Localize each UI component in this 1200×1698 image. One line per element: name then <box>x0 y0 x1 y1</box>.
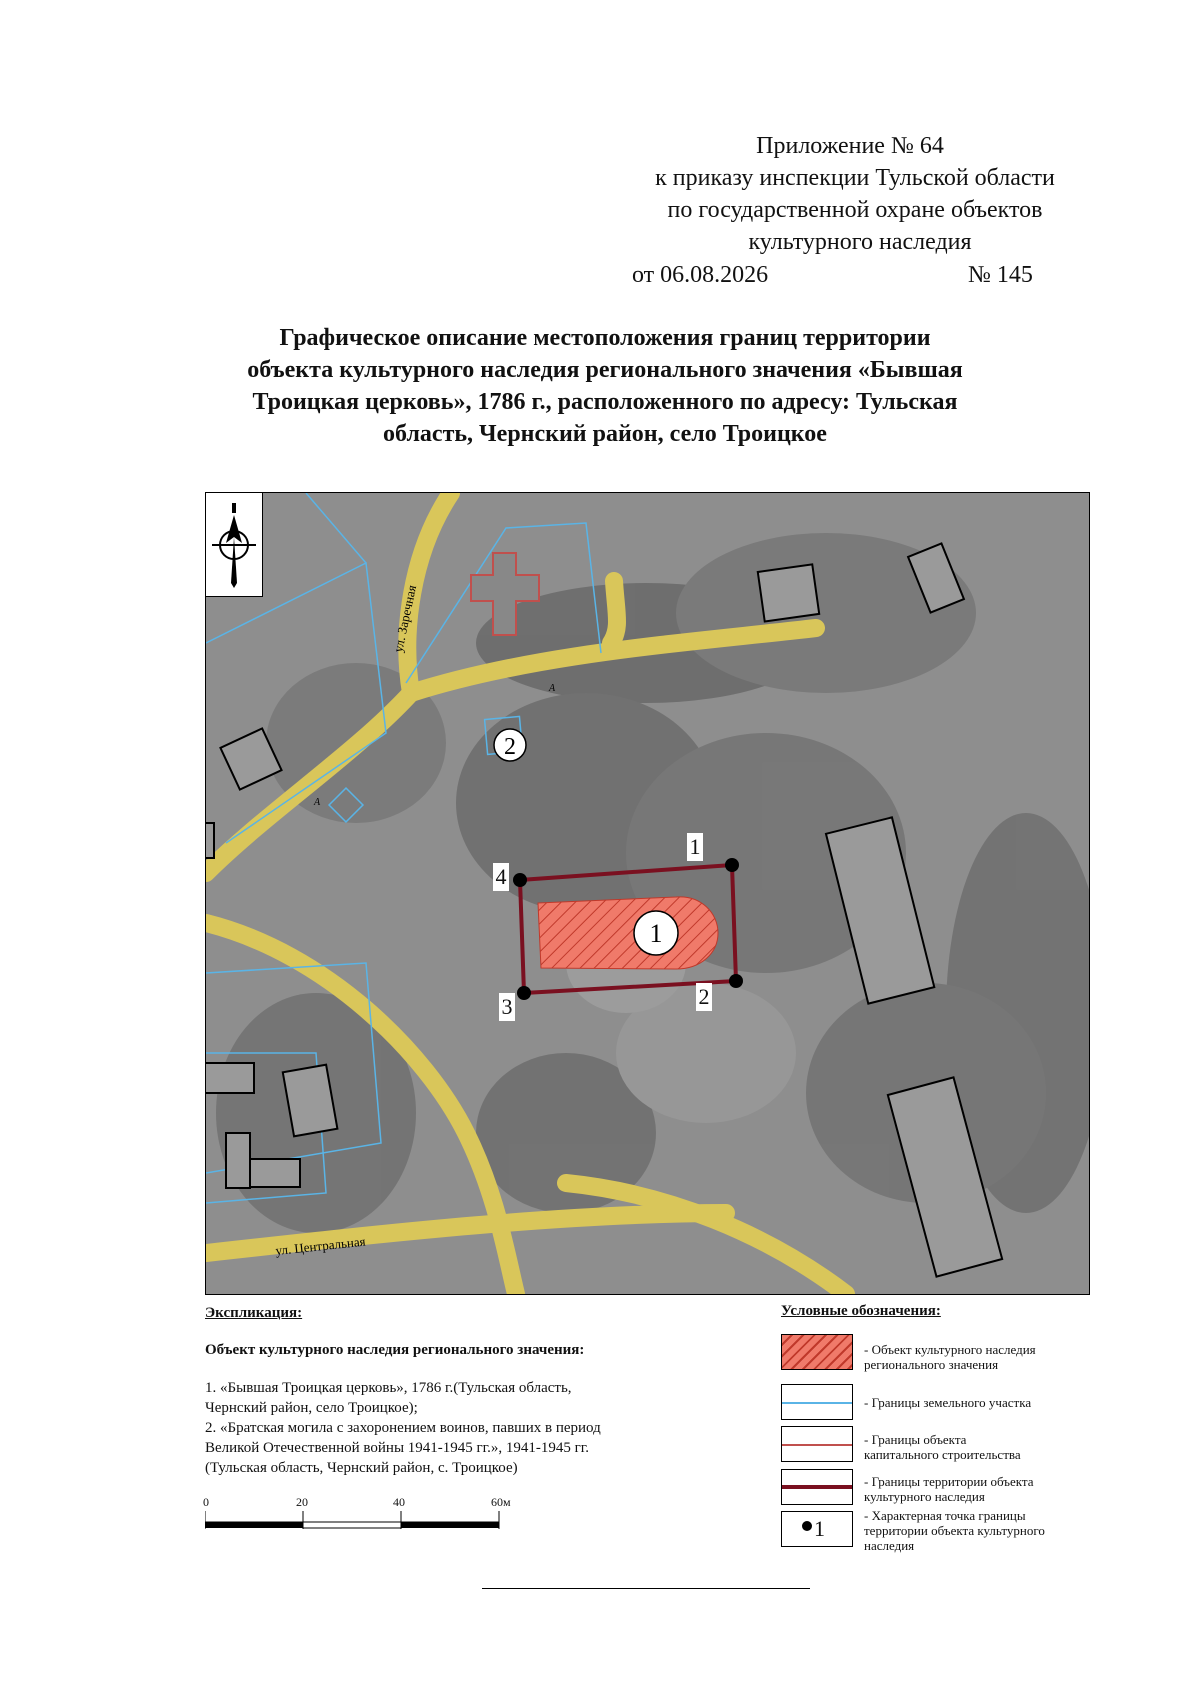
legend-line: капитального строительства <box>864 1447 1021 1462</box>
building <box>226 1133 250 1188</box>
point-label-1: 1 <box>687 833 703 861</box>
explication-line: (Тульская область, Чернский район, с. Троицкое) <box>205 1460 518 1476</box>
legend-swatch-parcel <box>781 1384 853 1420</box>
scale-bar <box>203 1495 511 1535</box>
explication-subheading: Объект культурного наследия регионального значения: <box>205 1342 585 1358</box>
scale-tick-label: 60м <box>491 1495 511 1509</box>
legend-item-heritage <box>864 1342 1084 1372</box>
legend-line: культурного наследия <box>864 1489 985 1504</box>
explication-line: Великой Отечественной войны 1941-1945 гг.», 1941-1945 гг. <box>205 1440 590 1456</box>
legend-line: регионального значения <box>864 1357 999 1372</box>
order-number: № 145 <box>968 262 1033 288</box>
title-line: Троицкая церковь», 1786 г., расположенного по адресу: Тульская <box>252 389 958 415</box>
explication-heading: Экспликация: <box>205 1305 303 1321</box>
explication-item-1 <box>205 1378 572 1418</box>
order-line: культурного наследия <box>748 229 972 255</box>
scale-tick-label: 20 <box>296 1495 308 1509</box>
order-date: от 06.08.2026 <box>632 262 769 288</box>
street-zarechnaya-label: ул. Заречная <box>390 583 420 654</box>
north-arrow-box <box>206 493 263 597</box>
road-mark: А <box>314 797 321 808</box>
explication-item-2 <box>205 1418 601 1478</box>
legend-swatch-territory <box>781 1469 853 1505</box>
north-arrow-icon <box>206 493 262 596</box>
legend-line: - Границы объекта <box>864 1432 967 1447</box>
legend-line: - Границы территории объекта <box>864 1474 1034 1489</box>
road-mark: А <box>549 683 556 694</box>
legend-line: - Характерная точка границы <box>864 1508 1026 1523</box>
legend-heading: Условные обозначения: <box>781 1303 941 1319</box>
appendix-number: Приложение № 64 <box>756 133 944 159</box>
scale-graphic <box>205 1509 505 1539</box>
legend-point-label: 1 <box>814 1516 825 1541</box>
scale-tick-label: 0 <box>203 1495 209 1509</box>
legend-line: - Объект культурного наследия <box>864 1342 1036 1357</box>
title-line: Графическое описание местоположения границ территории <box>279 325 931 351</box>
map-canvas <box>206 493 1089 1294</box>
building <box>758 564 819 621</box>
legend-swatch-building <box>781 1426 853 1462</box>
legend-line: территории объекта культурного <box>864 1523 1045 1538</box>
bottom-rule <box>482 1588 810 1589</box>
scale-tick-label: 40 <box>393 1495 405 1509</box>
order-line: к приказу инспекции Тульской области <box>655 165 1055 191</box>
document-title <box>190 322 1020 450</box>
legend-line: - Границы земельного участка <box>864 1395 1032 1410</box>
legend-line: наследия <box>864 1538 915 1553</box>
legend-item-territory <box>864 1474 1084 1504</box>
title-line: область, Чернский район, село Троицкое <box>383 421 827 447</box>
explication-line: 1. «Бывшая Троицкая церковь», 1786 г.(Тульская область, <box>205 1380 572 1396</box>
explication-line: 2. «Братская могила с захоронением воинов, павших в период <box>205 1420 601 1436</box>
legend-item-building <box>864 1432 1084 1462</box>
object-2-label: 2 <box>504 734 516 760</box>
road-spur <box>611 581 617 643</box>
building <box>250 1159 300 1187</box>
boundary-point-1 <box>725 858 739 872</box>
boundary-point-2 <box>729 974 743 988</box>
point-label-2: 2 <box>696 983 712 1011</box>
legend-swatch-heritage <box>781 1334 853 1370</box>
explication-line: Чернский район, село Троицкое); <box>205 1400 418 1416</box>
building <box>206 823 214 858</box>
legend-swatch-point <box>781 1511 853 1547</box>
boundary-point-4 <box>513 873 527 887</box>
site-map <box>205 492 1090 1295</box>
building <box>206 1063 254 1093</box>
heritage-object-1-area <box>538 897 718 969</box>
point-label-4: 4 <box>493 863 509 891</box>
legend-item-point <box>864 1508 1084 1553</box>
title-line: объекта культурного наследия регионального значения «Бывшая <box>247 357 963 383</box>
point-label-3: 3 <box>499 993 515 1021</box>
legend-item-parcel <box>864 1395 1084 1410</box>
boundary-point-3 <box>517 986 531 1000</box>
order-line: по государственной охране объектов <box>667 197 1043 223</box>
object-1-label: 1 <box>649 919 663 948</box>
street-centralnaya-label: ул. Центральная <box>274 1233 367 1258</box>
